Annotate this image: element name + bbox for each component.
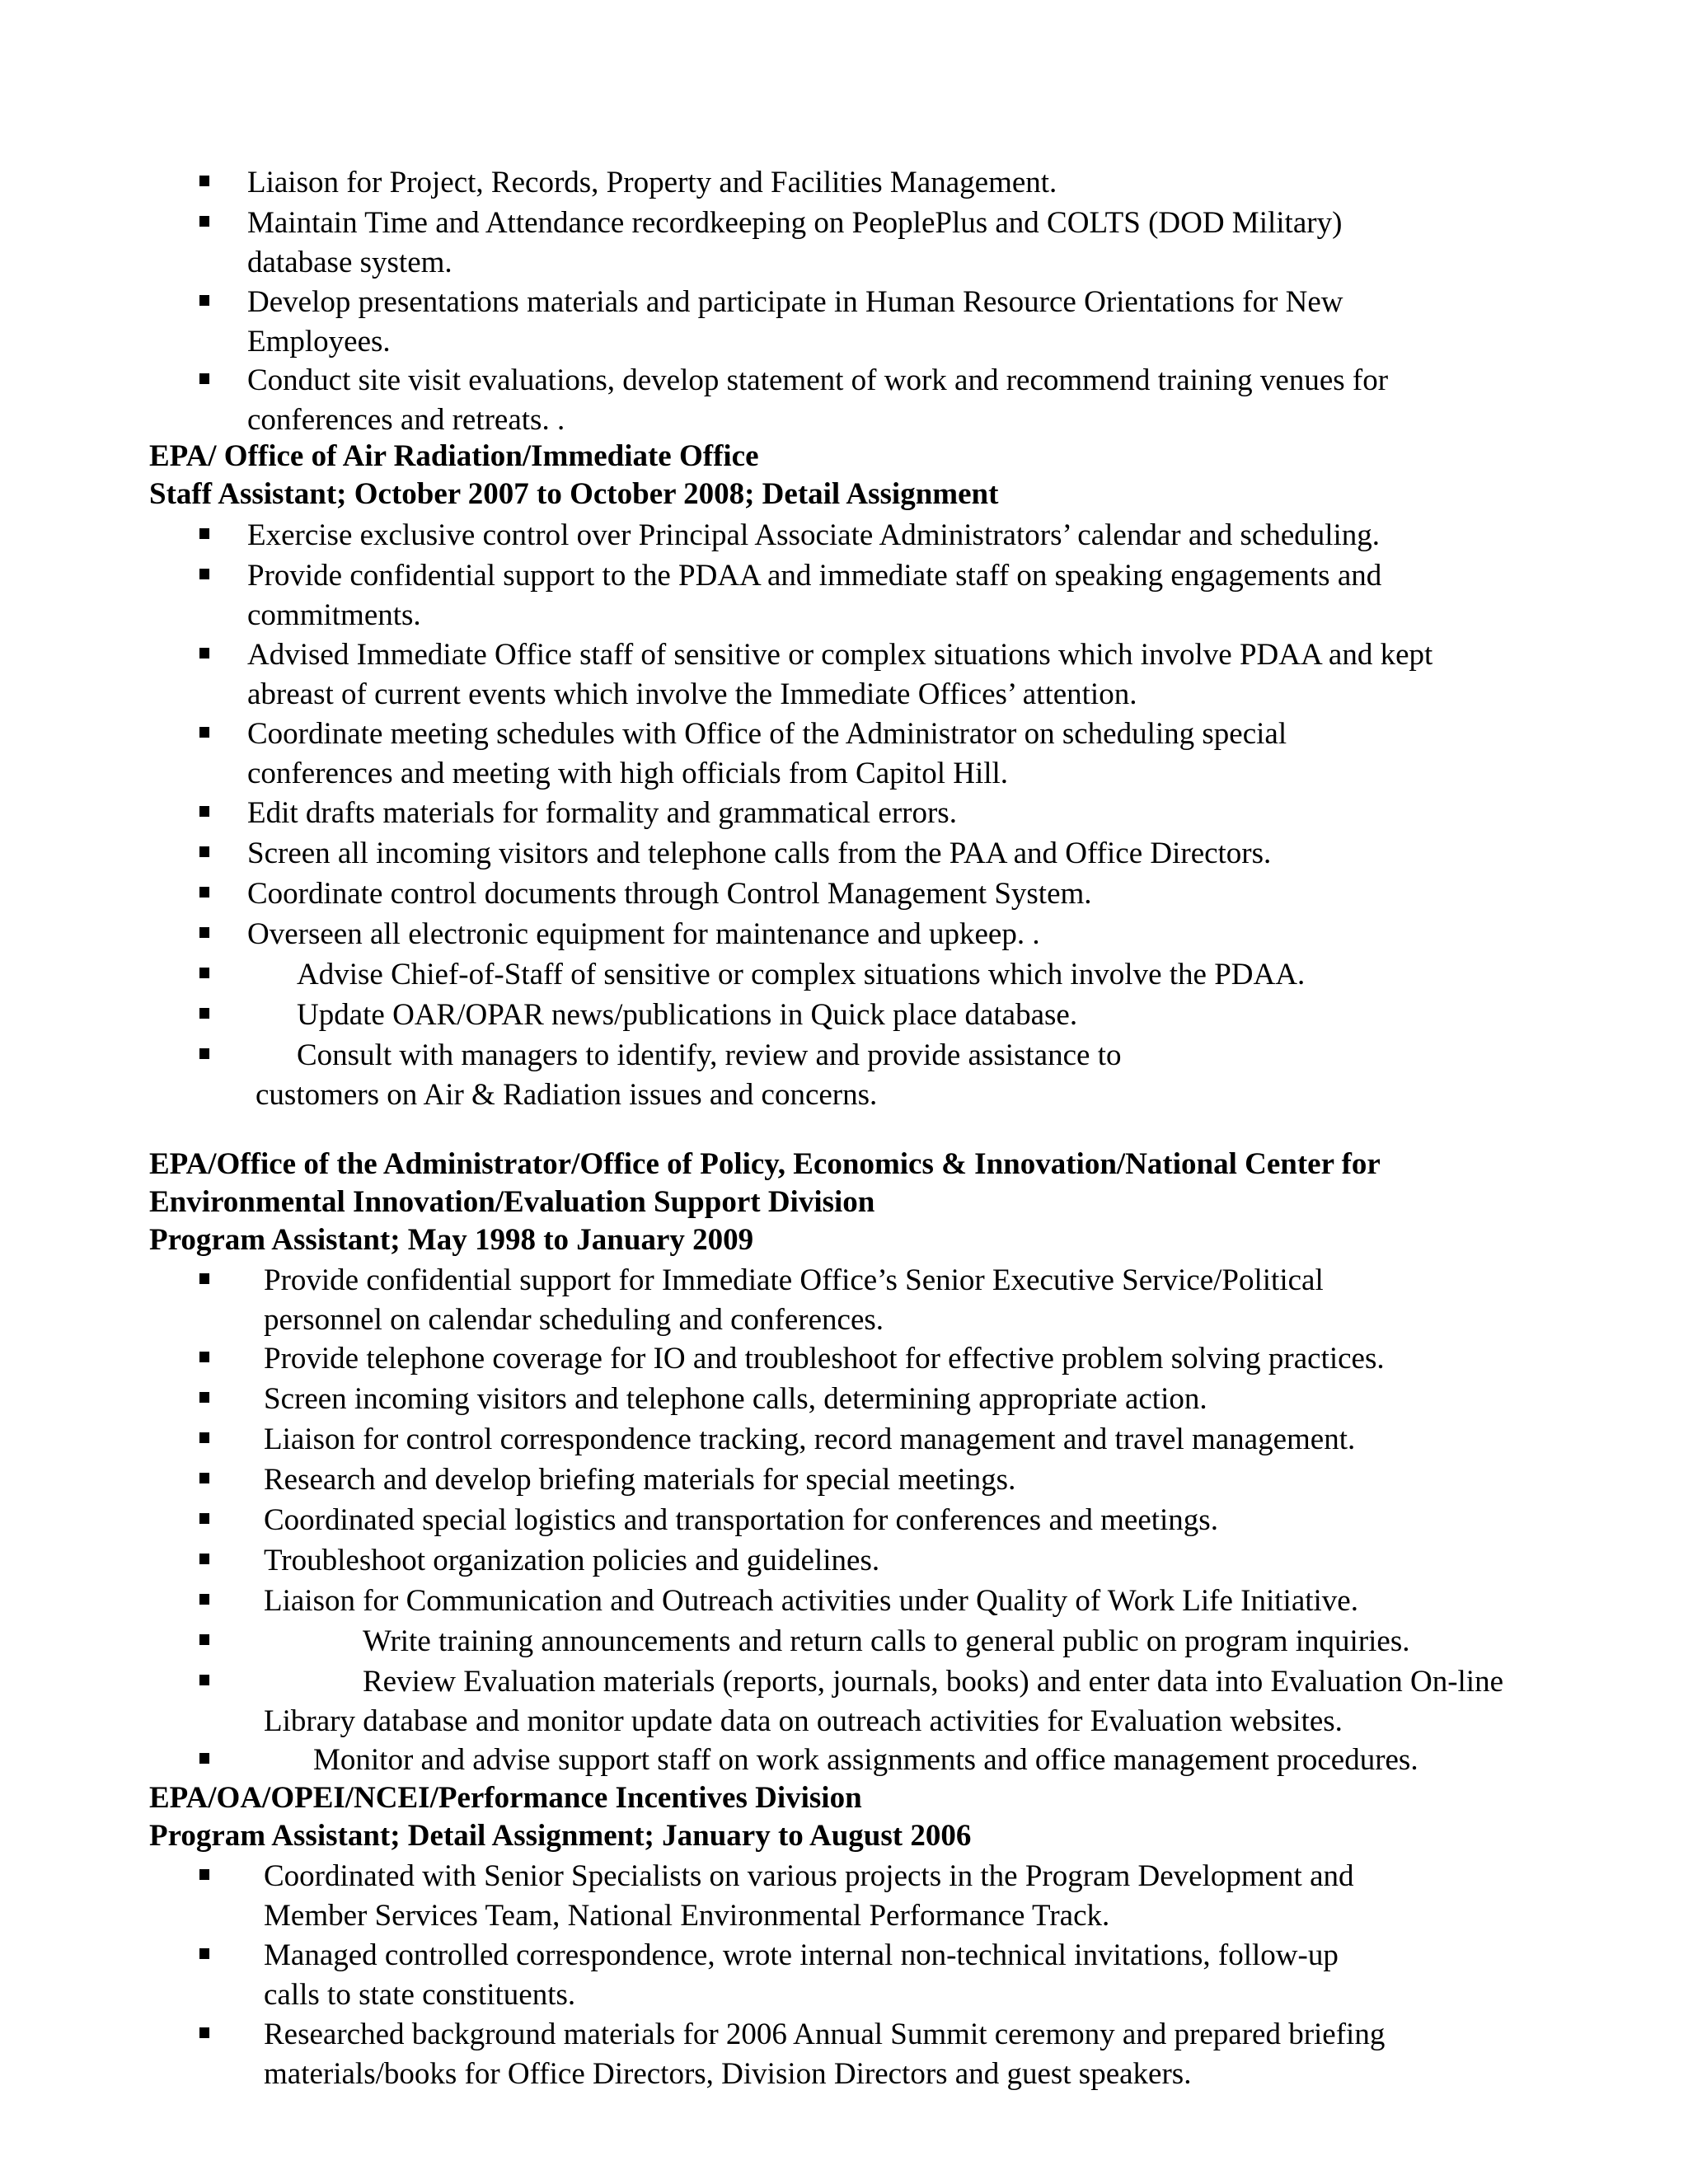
list-item: Advise Chief-of-Staff of sensitive or complex situations which involve the PDAA. (199, 955, 1305, 995)
section-position-heading: Staff Assistant; October 2007 to October 2008; Detail Assignment (149, 477, 999, 511)
bullet-icon (199, 727, 209, 738)
list-item: Managed controlled correspondence, wrote internal non-technical invitations, follow-up calls to state constituents. (199, 1936, 1339, 2015)
list-item: Monitor and advise support staff on work assignments and office management procedures. (199, 1741, 1418, 1780)
bullet-icon (199, 295, 209, 306)
list-item: Consult with managers to identify, review and provide assistance to customers on Air & Radiation issues and concerns. (199, 1036, 1121, 1115)
section-position-heading: Program Assistant; Detail Assignment; January to August 2006 (149, 1819, 972, 1853)
section-org-heading-cont: Environmental Innovation/Evaluation Support Division (149, 1185, 875, 1219)
section-org-heading: EPA/OA/OPEI/NCEI/Performance Incentives Division (149, 1781, 862, 1815)
bullet-icon (199, 216, 209, 227)
bullet-icon (199, 1048, 209, 1059)
list-item: Overseen all electronic equipment for maintenance and upkeep. . (199, 915, 1040, 954)
list-item: Liaison for control correspondence tracking, record management and travel management. (199, 1420, 1355, 1460)
bullet-icon (199, 968, 209, 978)
list-item: Coordinate meeting schedules with Office of the Administrator on scheduling special conferences and meeting with high officials from Capitol Hill. (199, 715, 1287, 794)
list-item: Coordinated with Senior Specialists on various projects in the Program Development and Member Services Team, National Environmental Performance Track. (199, 1857, 1354, 1936)
section-org-heading: EPA/ Office of Air Radiation/Immediate Office (149, 439, 759, 473)
bullet-icon (199, 1513, 209, 1524)
list-item: Review Evaluation materials (reports, journals, books) and enter data into Evaluation On-line Library database and monitor update data on outreach activities for Evaluation websites. (199, 1662, 1503, 1741)
list-item: Research and develop briefing materials for special meetings. (199, 1460, 1015, 1500)
list-item: Researched background materials for 2006 Annual Summit ceremony and prepared briefing materials/books for Office Directors, Division Directors and guest speakers. (199, 2015, 1385, 2094)
list-item: Liaison for Project, Records, Property and Facilities Management. (199, 163, 1057, 203)
bullet-icon (199, 1554, 209, 1564)
bullet-icon (199, 373, 209, 384)
bullet-icon (199, 806, 209, 817)
bullet-icon (199, 569, 209, 579)
bullet-icon (199, 648, 209, 658)
list-item: Write training announcements and return calls to general public on program inquiries. (199, 1622, 1410, 1661)
bullet-icon (199, 1008, 209, 1019)
list-item: Advised Immediate Office staff of sensitive or complex situations which involve PDAA and kept abreast of current events which involve the Immediate Offices’ attention. (199, 635, 1432, 715)
list-item: Provide telephone coverage for IO and troubleshoot for effective problem solving practices. (199, 1339, 1385, 1379)
list-item: Provide confidential support for Immediate Office’s Senior Executive Service/Political personnel on calendar scheduling and conferences. (199, 1261, 1324, 1340)
list-item: Edit drafts materials for formality and grammatical errors. (199, 794, 957, 833)
list-item: Update OAR/OPAR news/publications in Quick place database. (199, 996, 1077, 1035)
bullet-icon (199, 1753, 209, 1764)
list-item: Liaison for Communication and Outreach activities under Quality of Work Life Initiative. (199, 1582, 1358, 1621)
bullet-icon (199, 1948, 209, 1959)
bullet-icon (199, 1594, 209, 1605)
bullet-icon (199, 846, 209, 857)
bullet-icon (199, 887, 209, 898)
bullet-icon (199, 1273, 209, 1284)
bullet-icon (199, 1473, 209, 1483)
list-item: Provide confidential support to the PDAA and immediate staff on speaking engagements and commitments. (199, 556, 1381, 635)
bullet-icon (199, 1675, 209, 1685)
bullet-icon (199, 1432, 209, 1443)
list-item: Develop presentations materials and participate in Human Resource Orientations for New Employees. (199, 283, 1343, 362)
section-position-heading: Program Assistant; May 1998 to January 2009 (149, 1223, 754, 1257)
bullet-icon (199, 1869, 209, 1880)
list-item: Coordinate control documents through Control Management System. (199, 874, 1092, 914)
list-item: Troubleshoot organization policies and guidelines. (199, 1541, 879, 1581)
list-item: Screen incoming visitors and telephone calls, determining appropriate action. (199, 1380, 1207, 1419)
bullet-icon (199, 528, 209, 539)
section-org-heading: EPA/Office of the Administrator/Office of Policy, Economics & Innovation/National Center for (149, 1147, 1381, 1181)
bullet-icon (199, 2027, 209, 2038)
list-item: Exercise exclusive control over Principal Associate Administrators’ calendar and scheduling. (199, 516, 1380, 555)
list-item: Screen all incoming visitors and telephone calls from the PAA and Office Directors. (199, 834, 1271, 874)
list-item: Coordinated special logistics and transportation for conferences and meetings. (199, 1501, 1218, 1540)
list-item: Maintain Time and Attendance recordkeeping on PeoplePlus and COLTS (DOD Military) database system. (199, 204, 1342, 283)
bullet-icon (199, 927, 209, 938)
bullet-icon (199, 1392, 209, 1403)
bullet-icon (199, 1352, 209, 1362)
bullet-icon (199, 176, 209, 186)
bullet-icon (199, 1634, 209, 1645)
list-item: Conduct site visit evaluations, develop statement of work and recommend training venues for conferences and retreats. . (199, 361, 1388, 440)
